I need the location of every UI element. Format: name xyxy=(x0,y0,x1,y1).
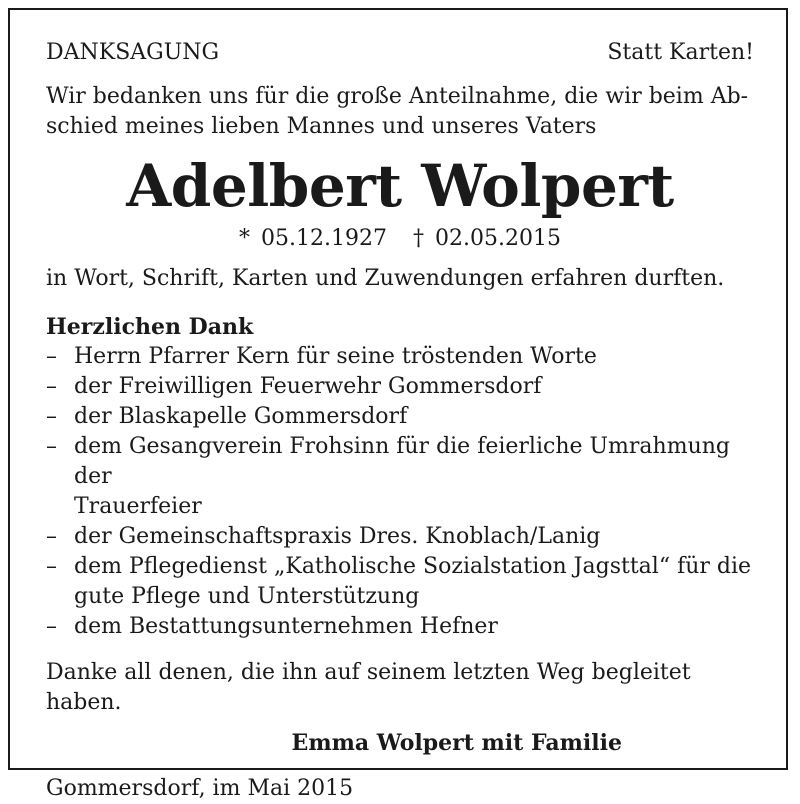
thanks-item-line: dem Bestattungsunternehmen Hefner xyxy=(74,614,498,639)
thanks-item-line: Herrn Pfarrer Kern für seine tröstenden Worte xyxy=(74,344,597,369)
life-dates xyxy=(46,224,754,254)
closing-text: Danke all denen, die ihn auf seinem letzten Weg begleitet haben. xyxy=(46,660,691,715)
no-cards-note: Statt Karten! xyxy=(607,40,754,65)
thanks-item-line: der Freiwilligen Feuerwehr Gommersdorf xyxy=(74,374,542,399)
dash-bullet: – xyxy=(46,434,57,459)
thanks-item xyxy=(46,342,754,372)
deceased-name: Adelbert Wolpert xyxy=(126,152,674,220)
thanks-item-line: Trauerfeier xyxy=(74,494,202,519)
place-date: Gommersdorf, im Mai 2015 xyxy=(46,776,354,801)
thanks-item xyxy=(46,432,754,522)
thanks-item xyxy=(46,372,754,402)
intro-text xyxy=(46,82,754,142)
thanks-list xyxy=(46,342,754,642)
notice-type-label: DANKSAGUNG xyxy=(46,40,220,65)
dash-bullet: – xyxy=(46,344,57,369)
intro-line: schied meines lieben Mannes und unseres Vaters xyxy=(46,114,597,139)
thanks-item xyxy=(46,552,754,612)
received-text: in Wort, Schrift, Karten und Zuwendungen erfahren durften. xyxy=(46,266,725,291)
dash-bullet: – xyxy=(46,614,57,639)
dash-bullet: – xyxy=(46,554,57,579)
thanks-heading: Herzlichen Dank xyxy=(46,314,254,340)
dash-bullet: – xyxy=(46,404,57,429)
thanks-item-line: dem Gesangverein Frohsinn für die feierliche Umrahmung der xyxy=(74,434,730,489)
thanks-item xyxy=(46,612,754,642)
death-date: † 02.05.2015 xyxy=(413,226,561,251)
thanks-item-line: dem Pflegedienst „Katholische Sozialstation Jagsttal“ für die xyxy=(74,554,752,579)
thanks-item-line: gute Pflege und Unterstützung xyxy=(74,584,420,609)
thanks-item xyxy=(46,522,754,552)
notice-content xyxy=(46,38,754,804)
thanks-item-line: der Blaskapelle Gommersdorf xyxy=(74,404,408,429)
dash-bullet: – xyxy=(46,524,57,549)
dash-bullet: – xyxy=(46,374,57,399)
signature: Emma Wolpert mit Familie xyxy=(291,730,622,756)
birth-date: * 05.12.1927 xyxy=(239,226,387,251)
thanks-item xyxy=(46,402,754,432)
header-row xyxy=(46,38,754,68)
thanks-item-line: der Gemeinschaftspraxis Dres. Knoblach/Lanig xyxy=(74,524,601,549)
intro-line: Wir bedanken uns für die große Anteilnahme, die wir beim Ab- xyxy=(46,84,749,109)
